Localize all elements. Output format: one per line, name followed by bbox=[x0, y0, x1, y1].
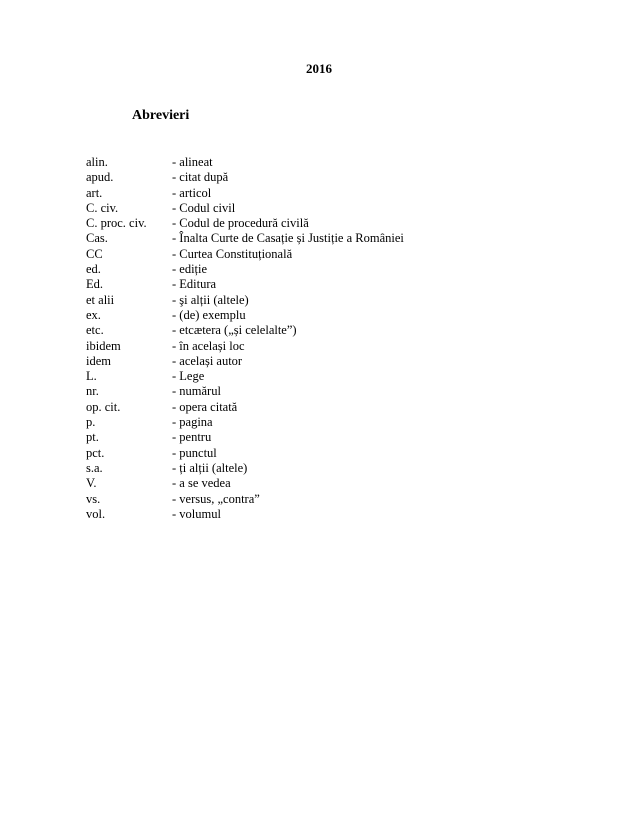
abbreviation-row bbox=[86, 262, 546, 277]
abbreviation-definition: - Curtea Constituțională bbox=[172, 246, 293, 261]
abbreviation-row bbox=[86, 430, 546, 445]
abbreviation-row bbox=[86, 369, 546, 384]
abbreviation-definition: - citat după bbox=[172, 170, 229, 185]
abbreviation-definition: - Codul civil bbox=[172, 200, 236, 215]
abbreviation-term: L. bbox=[86, 369, 97, 384]
abbreviation-row bbox=[86, 415, 546, 430]
abbreviation-definition: - punctul bbox=[172, 445, 217, 460]
document-year: 2016 bbox=[306, 61, 332, 76]
abbreviation-term: art. bbox=[86, 185, 103, 200]
abbreviation-definition: - Editura bbox=[172, 277, 217, 292]
abbreviation-row bbox=[86, 186, 546, 201]
abbreviation-definition: - versus, „contra” bbox=[172, 491, 260, 506]
abbreviation-term: nr. bbox=[86, 384, 99, 399]
abbreviation-term: ibidem bbox=[86, 338, 121, 353]
abbreviation-definition: - Lege bbox=[172, 369, 205, 384]
abbreviation-definition: - ediție bbox=[172, 262, 208, 277]
abbreviation-term: V. bbox=[86, 476, 97, 491]
abbreviation-definition: - Înalta Curte de Casație și Justiție a României bbox=[172, 231, 404, 246]
abbreviation-definition: - articol bbox=[172, 185, 212, 200]
abbreviation-term: pct. bbox=[86, 445, 105, 460]
abbreviation-term: op. cit. bbox=[86, 399, 121, 414]
abbreviation-row bbox=[86, 323, 546, 338]
abbreviation-term: Ed. bbox=[86, 277, 104, 292]
abbreviation-row bbox=[86, 384, 546, 399]
abbreviation-term: pt. bbox=[86, 430, 99, 445]
abbreviation-row bbox=[86, 308, 546, 323]
abbreviation-row bbox=[86, 461, 546, 476]
section-heading: Abrevieri bbox=[132, 108, 190, 123]
abbreviation-definition: - pagina bbox=[172, 415, 213, 430]
abbreviation-definition: - același autor bbox=[172, 353, 243, 368]
abbreviation-row bbox=[86, 492, 546, 507]
abbreviation-row bbox=[86, 446, 546, 461]
abbreviation-definition: - a se vedea bbox=[172, 476, 231, 491]
abbreviation-row bbox=[86, 201, 546, 216]
abbreviation-row bbox=[86, 216, 546, 231]
abbreviation-term: et alii bbox=[86, 292, 115, 307]
abbreviation-definition: - alineat bbox=[172, 155, 213, 169]
abbreviation-definition: - în același loc bbox=[172, 338, 245, 353]
abbreviation-term: vs. bbox=[86, 491, 101, 506]
abbreviation-definition: - pentru bbox=[172, 430, 212, 445]
abbreviation-row bbox=[86, 247, 546, 262]
abbreviation-definition: - şi alții (altele) bbox=[172, 292, 249, 307]
abbreviation-row bbox=[86, 400, 546, 415]
abbreviation-row bbox=[86, 354, 546, 369]
abbreviation-definition: - ți alții (altele) bbox=[172, 460, 248, 475]
abbreviation-term: alin. bbox=[86, 155, 108, 169]
abbreviation-definition: - opera citată bbox=[172, 399, 238, 414]
abbreviation-term: p. bbox=[86, 415, 96, 430]
abbreviation-term: etc. bbox=[86, 323, 104, 338]
abbreviation-term: idem bbox=[86, 353, 111, 368]
abbreviation-definition: - numărul bbox=[172, 384, 221, 399]
abbreviation-definition: - volumul bbox=[172, 506, 221, 521]
abbreviation-row bbox=[86, 155, 546, 170]
abbreviation-definition: - Codul de procedură civilă bbox=[172, 216, 309, 231]
abbreviation-definition: - etcætera („și celelalte”) bbox=[172, 323, 297, 338]
abbreviation-definition: - (de) exemplu bbox=[172, 307, 246, 322]
abbreviation-row bbox=[86, 231, 546, 246]
abbreviation-term: ed. bbox=[86, 262, 101, 277]
abbreviation-row bbox=[86, 507, 546, 522]
abbreviation-row bbox=[86, 277, 546, 292]
abbreviation-term: vol. bbox=[86, 506, 106, 521]
abbreviation-term: s.a. bbox=[86, 460, 103, 475]
abbreviation-row bbox=[86, 339, 546, 354]
abbreviation-term: C. proc. civ. bbox=[86, 216, 147, 231]
abbreviation-term: apud. bbox=[86, 170, 114, 185]
abbreviation-list bbox=[86, 155, 546, 522]
abbreviation-row bbox=[86, 476, 546, 491]
abbreviation-row bbox=[86, 170, 546, 185]
abbreviation-term: ex. bbox=[86, 307, 101, 322]
abbreviation-term: Cas. bbox=[86, 231, 108, 246]
abbreviation-term: C. civ. bbox=[86, 200, 119, 215]
abbreviation-row bbox=[86, 293, 546, 308]
abbreviation-term: CC bbox=[86, 246, 103, 261]
